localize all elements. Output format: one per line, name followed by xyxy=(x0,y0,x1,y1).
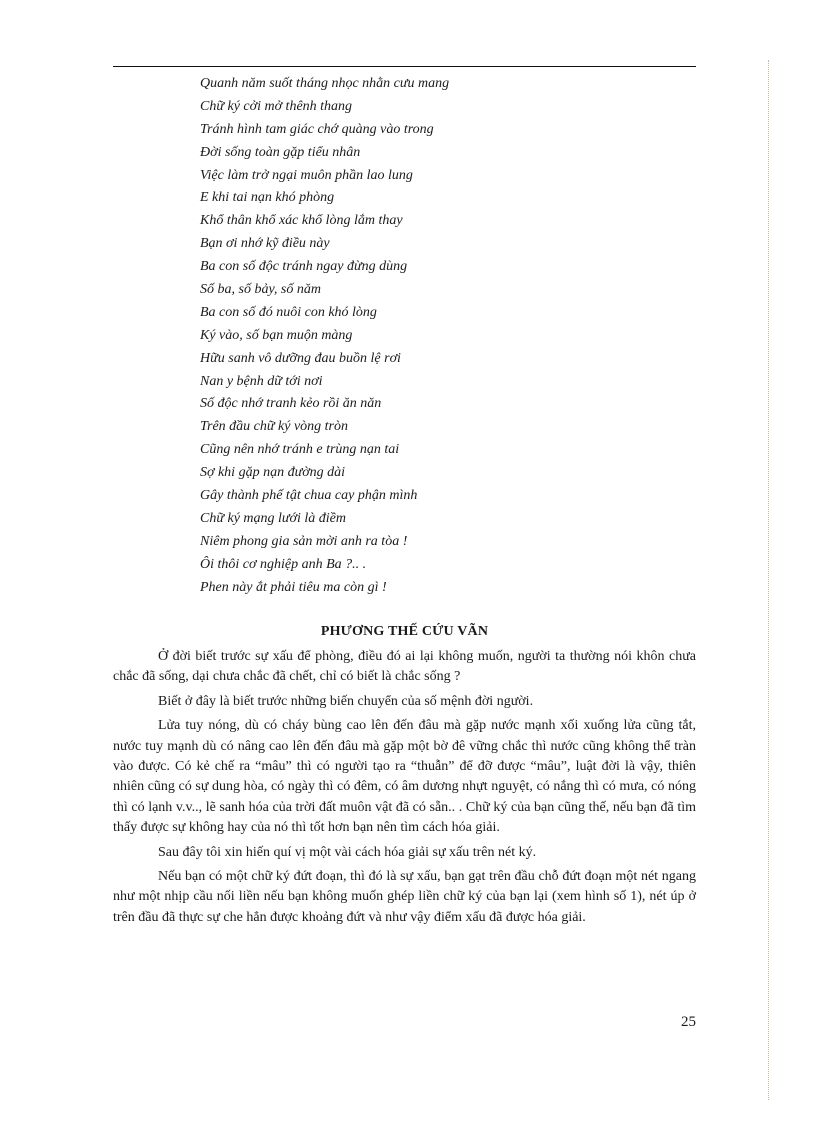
paragraph: Nếu bạn có một chữ ký đứt đoạn, thì đó là sự xấu, bạn gạt trên đầu chỗ đứt đoạn một nét ngang như một nhịp cầu nối liền nếu bạn không muốn ghép liền chữ ký của bạn lại (xem hình số 1), nét úp ở trên đầu đã thực sự che hẳn được khoảng đứt và như vậy điểm xấu đã được hóa giải. xyxy=(113,869,696,925)
poem-line: Ba con số đó nuôi con khó lòng xyxy=(200,304,377,320)
header-rule xyxy=(113,66,696,67)
paragraph: Biết ở đây là biết trước những biến chuyển của số mệnh đời người. xyxy=(158,693,534,709)
poem-line: Quanh năm suốt tháng nhọc nhằn cưu mang xyxy=(200,76,450,91)
poem xyxy=(200,73,449,599)
poem-line: E khi tai nạn khó phòng xyxy=(200,190,335,206)
poem-line: Nan y bệnh dữ tới nơi xyxy=(200,373,323,389)
poem-line: Số ba, số bảy, số năm xyxy=(200,282,321,298)
poem-line: Cũng nên nhớ tránh e trùng nạn tai xyxy=(200,442,400,458)
poem-line: Chữ ký mạng lưới là điềm xyxy=(200,510,347,526)
poem-line: Bạn ơi nhớ kỹ điều này xyxy=(200,236,330,252)
poem-line: Khổ thân khổ xác khổ lòng lắm thay xyxy=(200,213,403,229)
poem-line: Sợ khi gặp nạn đường dài xyxy=(200,465,346,481)
paragraph: Sau đây tôi xin hiến quí vị một vài cách hóa giải sự xấu trên nét ký. xyxy=(158,844,537,860)
poem-line: Trên đầu chữ ký vòng tròn xyxy=(200,419,349,435)
body-text xyxy=(113,647,696,932)
poem-line: Hữu sanh vô dưỡng đau buồn lệ rơi xyxy=(200,350,401,366)
poem-line: Ôi thôi cơ nghiệp anh Ba ?.. . xyxy=(200,556,367,572)
poem-line: Số độc nhớ tranh kẻo rồi ăn năn xyxy=(200,396,382,412)
poem-line: Ký vào, số bạn muộn màng xyxy=(200,327,353,343)
paragraph: Lửa tuy nóng, dù có cháy bùng cao lên đến đâu mà gặp nước mạnh xối xuống lửa cũng tắt, nước tuy mạnh dù có nâng cao lên đến đâu mà gặp một bờ đê vững chắc thì nước cũng không thể tràn vào được. Có kẻ chế ra “mâu” thì có người tạo ra “thuẫn” để đỡ được “mâu”, luật đời là vậy, thiên nhiên cũng có sự dung hòa, có ngày thì có đêm, có âm dương nhựt nguyệt, có nắng thì có mưa, có nóng thì có lạnh v.v.., lẽ sanh hóa của trời đất muôn vật đã có sẵn.. . Chữ ký của bạn cũng thế, nếu bạn đã tìm thấy được sự không hay của nó thì tốt hơn bạn nên tìm cách hóa giải. xyxy=(113,718,696,836)
page-edge-border xyxy=(768,60,769,1100)
paragraph: Ở đời biết trước sự xấu để phòng, điều đó ai lại không muốn, người ta thường nói khôn chưa chắc đã sống, dại chưa chắc đã chết, chỉ có biết là chắc sống ? xyxy=(113,649,696,685)
poem-line: Chữ ký cởi mở thênh thang xyxy=(200,98,353,114)
section-heading: PHƯƠNG THẾ CỨU VÃN xyxy=(320,624,489,639)
poem-line: Tránh hình tam giác chớ quàng vào trong xyxy=(200,121,434,137)
poem-line: Niêm phong gia sản mời anh ra tòa ! xyxy=(200,533,408,549)
poem-line: Phen này ắt phải tiêu ma còn gì ! xyxy=(200,579,387,595)
poem-line: Đời sống toàn gặp tiểu nhân xyxy=(200,144,361,160)
poem-line: Gây thành phế tật chua cay phận mình xyxy=(200,488,418,504)
page-number: 25 xyxy=(681,1014,696,1030)
poem-line: Ba con số độc tránh ngay đừng dùng xyxy=(200,259,408,275)
poem-line: Việc làm trở ngại muôn phần lao lung xyxy=(200,167,413,183)
